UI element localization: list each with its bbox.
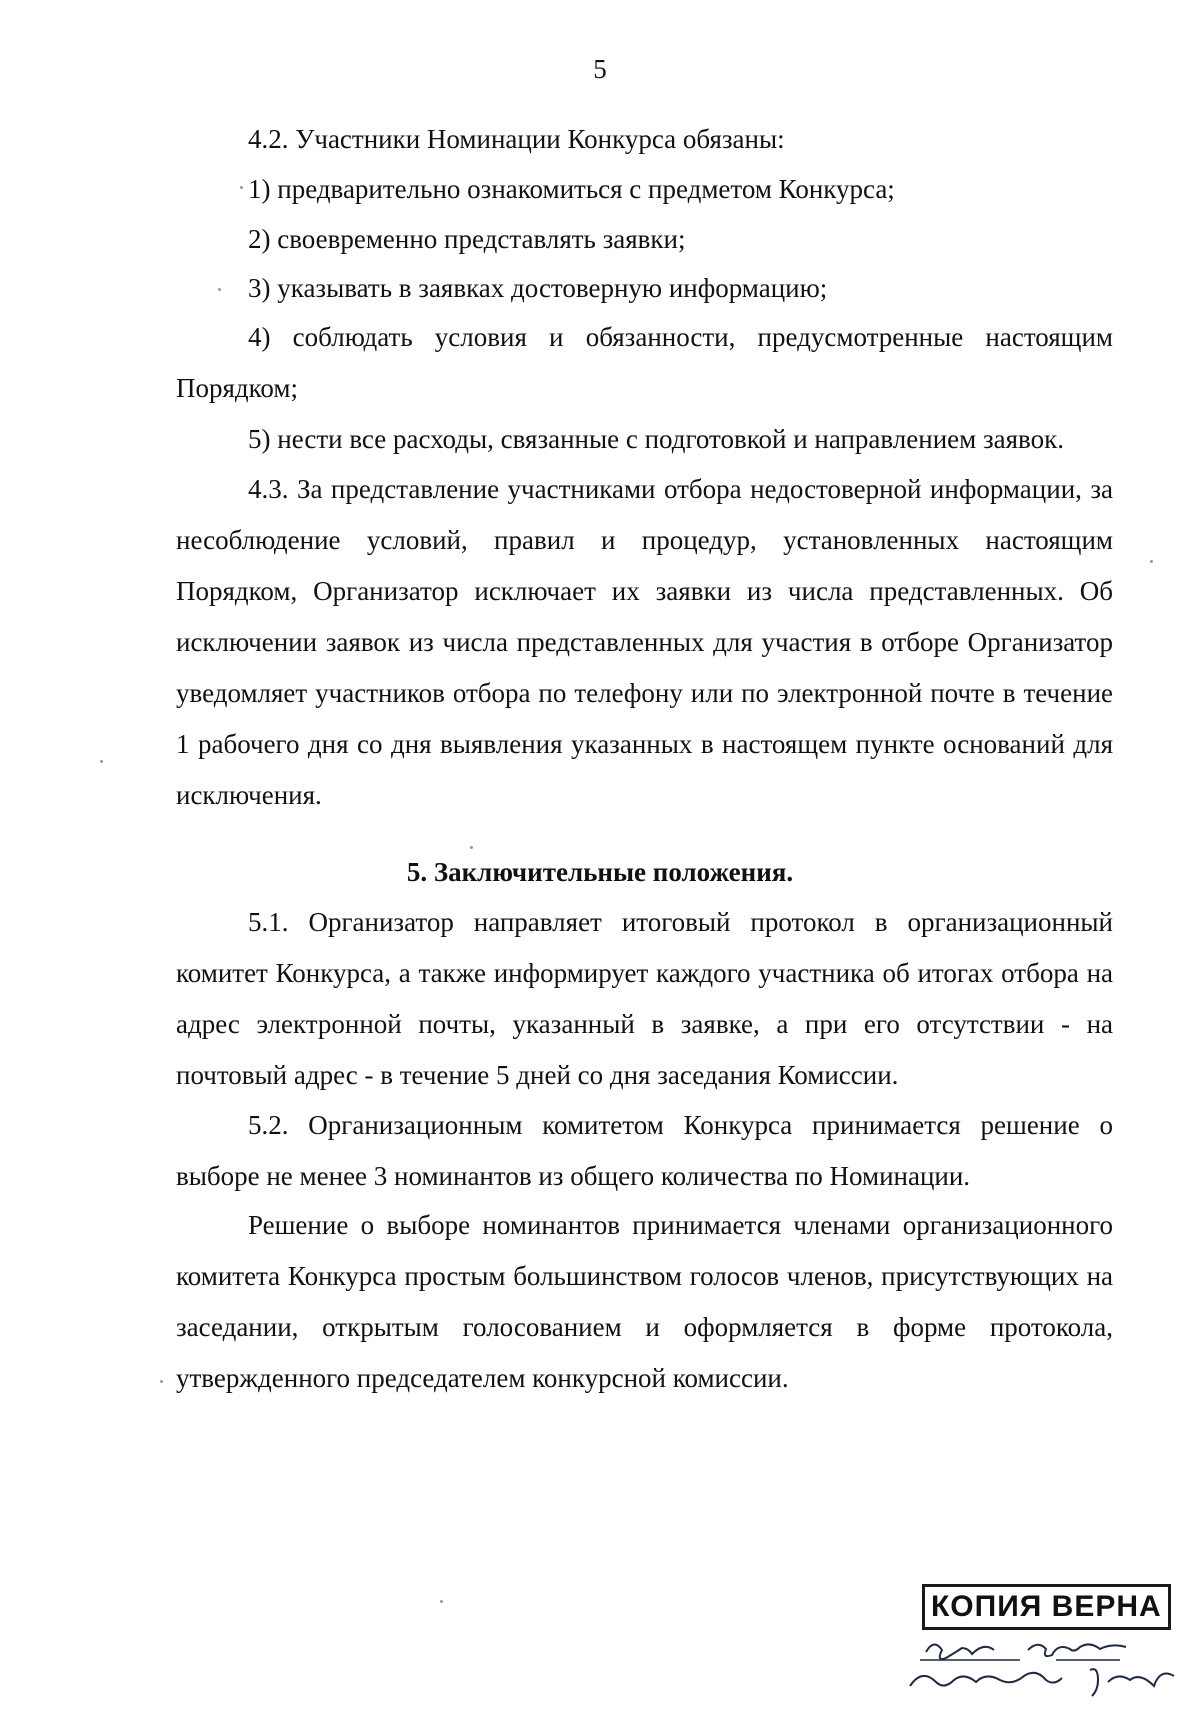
scan-speck xyxy=(1150,560,1153,563)
scan-speck xyxy=(100,760,103,763)
paragraph-decision: Решение о выборе номинантов принимается членами организационного комитета Конкурса простым большинством голосов членов, присутствующих на заседании, открытым голосованием и оформляется в форме протокола, утвержденного председателем конкурсной комиссии. xyxy=(176,1210,1113,1393)
paragraph-4-3: 4.3. За представление участниками отбора недостоверной информации, за несоблюдение условий, правил и процедур, установленных настоящим Порядком, Организатор исключает их заявки из числа представленных. Об исключении заявок из числа представленных для участия в отборе Организатор уведомляет участников отбора по телефону или по электронной почте в течение 1 рабочего дня со дня выявления указанных в настоящем пункте оснований для исключения. xyxy=(176,474,1113,810)
paragraph-5-1: 5.1. Организатор направляет итоговый протокол в организационный комитет Конкурса, а также информирует каждого участника об итогах отбора на адрес электронной почты, указанный в заявке, а при его отсутствии - на почтовый адрес - в течение 5 дней со дня заседания Комиссии. xyxy=(176,907,1113,1090)
scan-speck xyxy=(160,1380,163,1383)
list-item-2: 2) своевременно представлять заявки; xyxy=(248,224,686,254)
list-item-5: 5) нести все расходы, связанные с подготовкой и направлением заявок. xyxy=(248,424,1064,454)
copy-stamp: КОПИЯ ВЕРНА xyxy=(922,1584,1171,1630)
scan-speck xyxy=(240,186,243,189)
list-item-1: 1) предварительно ознакомиться с предметом Конкурса; xyxy=(248,174,895,204)
scan-speck xyxy=(470,846,473,849)
scan-speck xyxy=(218,288,221,291)
handwritten-signature xyxy=(900,1624,1190,1704)
list-item-3: 3) указывать в заявках достоверную информацию; xyxy=(248,273,828,303)
paragraph-4-2: 4.2. Участники Номинации Конкурса обязаны: xyxy=(248,124,785,154)
page-number: 5 xyxy=(593,54,607,84)
list-item-4: 4) соблюдать условия и обязанности, предусмотренные настоящим Порядком; xyxy=(176,322,1113,403)
section-5-heading: 5. Заключительные положения. xyxy=(406,857,794,887)
scan-speck xyxy=(440,1600,443,1603)
paragraph-5-2: 5.2. Организационным комитетом Конкурса принимается решение о выборе не менее 3 номинантов из общего количества по Номинации. xyxy=(176,1110,1113,1191)
